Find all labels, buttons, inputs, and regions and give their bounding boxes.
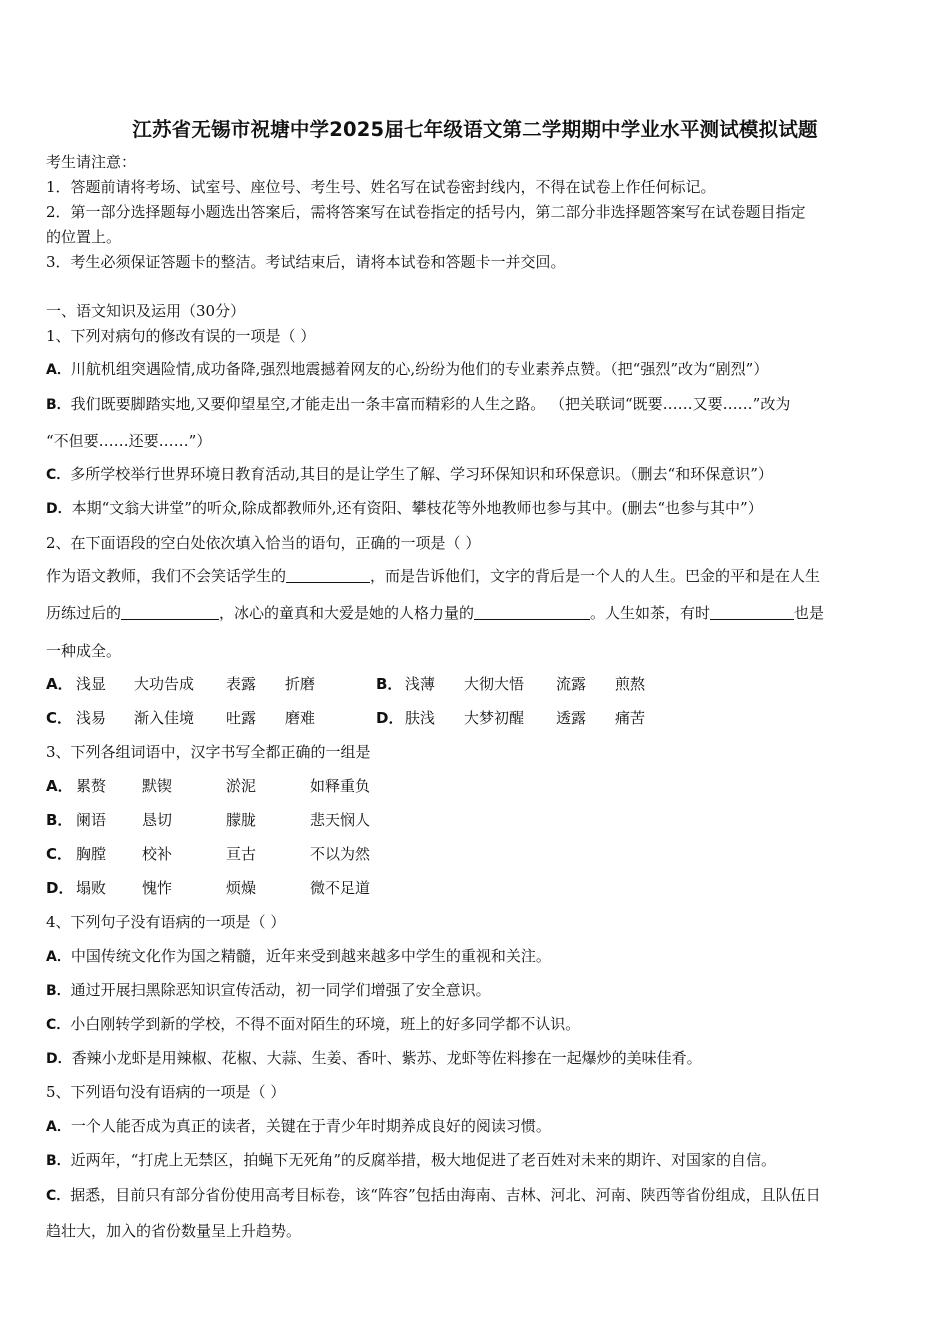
- q2-passage-line-2: [46, 604, 906, 622]
- q2-option-b-label: B．: [376, 675, 403, 693]
- section-heading: 一、语文知识及运用（30分）: [46, 302, 246, 320]
- option-text: 小白刚转学到新的学校，不得不面对陌生的环境，班上的好多同学都不认识。: [70, 1015, 581, 1033]
- q2-option-a-word-3: 表露: [226, 675, 257, 693]
- q3-option-b-word-4: 悲天悯人: [310, 811, 371, 829]
- q2-option-d-word-2: 大梦初醒: [464, 709, 525, 727]
- q2-option-c-word-1: 浅易: [76, 709, 107, 727]
- q2-stem: 2、在下面语段的空白处依次填入恰当的语句，正确的一项是（ ）: [46, 534, 481, 552]
- q2-option-d-word-3: 透露: [556, 709, 587, 727]
- answer-blank: [121, 605, 219, 620]
- option-text: 香辣小龙虾是用辣椒、花椒、大蒜、生姜、香叶、紫苏、龙虾等佐料掺在一起爆炒的美味佳肴。: [71, 1049, 702, 1067]
- q2-option-d-label: D．: [376, 709, 404, 727]
- option-text: 川航机组突遇险情,成功备降,强烈地震撼着网友的心,纷纷为他们的专业素养点赞。（把“强烈”改为“剧烈”）: [70, 360, 769, 378]
- q2-option-a-label: A．: [46, 675, 73, 693]
- passage-text: ，冰心的童真和大爱是她的人格力量的: [219, 604, 475, 622]
- notice-heading: 考生请注意：: [46, 153, 137, 171]
- answer-blank: [286, 568, 370, 583]
- option-text: 据悉，目前只有部分省份使用高考目标卷，该“阵容”包括由海南、吉林、河北、河南、陕西等省份组成，且队伍日: [70, 1186, 821, 1204]
- option-label: C．: [46, 1188, 71, 1204]
- option-label: B．: [46, 397, 71, 413]
- q1-stem: 1、下列对病句的修改有误的一项是（ ）: [46, 327, 316, 345]
- option-text: 我们既要脚踏实地,又要仰望星空,才能走出一条丰富而精彩的人生之路。 （把关联词“既要……又要……”改为: [70, 395, 791, 413]
- option-label: A．: [46, 362, 71, 378]
- passage-text: 。人生如茶，有时: [590, 604, 711, 622]
- q2-option-c-word-2: 渐入佳境: [134, 709, 195, 727]
- q1-option-d: [46, 499, 906, 518]
- option-text: 本期“文翁大讲堂”的听众,除成都教师外,还有资阳、攀枝花等外地教师也参与其中。(删去“也参与其中”）: [71, 499, 763, 517]
- q3-option-c-word-1: 胸膛: [76, 845, 107, 863]
- q3-option-b-word-1: 阑语: [76, 811, 107, 829]
- q4-option-d: [46, 1049, 906, 1068]
- q1-option-b: [46, 395, 906, 414]
- q3-option-c-word-2: 校补: [142, 845, 173, 863]
- q3-option-d-word-4: 微不足道: [310, 879, 371, 897]
- q5-option-c: [46, 1186, 906, 1205]
- option-label: C．: [46, 1017, 71, 1033]
- option-text: 一个人能否成为真正的读者，关键在于青少年时期养成良好的阅读习惯。: [70, 1117, 551, 1135]
- option-label: A．: [46, 1119, 71, 1135]
- passage-text: 也是: [794, 604, 825, 622]
- page-title: 江苏省无锡市祝塘中学2025届七年级语文第二学期期中学业水平测试模拟试题: [132, 118, 818, 141]
- passage-text: 历练过后的: [46, 604, 122, 622]
- q1-option-a: [46, 360, 906, 379]
- q2-option-d-word-4: 痛苦: [615, 709, 646, 727]
- q2-option-c-label: C．: [46, 709, 73, 727]
- q4-option-c: [46, 1015, 906, 1034]
- notice-item-3: 3．考生必须保证答题卡的整洁。考试结束后，请将本试卷和答题卡一并交回。: [46, 253, 566, 271]
- option-text: 通过开展扫黑除恶知识宣传活动，初一同学们增强了安全意识。: [70, 981, 491, 999]
- option-label: A．: [46, 949, 71, 965]
- q5-option-a: [46, 1117, 906, 1136]
- q3-option-b-word-3: 朦胧: [226, 811, 257, 829]
- q3-option-b-label: B．: [46, 811, 73, 829]
- q2-option-c-word-4: 磨难: [285, 709, 316, 727]
- q2-option-a-word-4: 折磨: [285, 675, 316, 693]
- q5-option-b: [46, 1151, 906, 1170]
- q5-stem: 5、下列语句没有语病的一项是（ ）: [46, 1083, 286, 1101]
- q3-option-c-word-3: 亘古: [226, 845, 257, 863]
- notice-item-1: 1．答题前请将考场、试室号、座位号、考生号、姓名写在试卷密封线内，不得在试卷上作任何标记。: [46, 178, 716, 196]
- q3-option-c-word-4: 不以为然: [310, 845, 371, 863]
- passage-text: ，而是告诉他们，文字的背后是一个人的人生。巴金的平和是在人生: [370, 567, 821, 585]
- notice-item-2: 2．第一部分选择题每小题选出答案后，需将答案写在试卷指定的括号内，第二部分非选择题答案写在试卷题目指定: [46, 203, 806, 221]
- q3-option-a-word-2: 默锲: [142, 777, 173, 795]
- q2-option-d-word-1: 肤浅: [405, 709, 436, 727]
- q2-passage-line-3: 一种成全。: [46, 642, 122, 660]
- q3-stem: 3、下列各组词语中，汉字书写全都正确的一组是: [46, 743, 371, 761]
- q3-option-a-word-4: 如释重负: [310, 777, 371, 795]
- q3-option-d-word-3: 烦燥: [226, 879, 257, 897]
- option-text: 近两年，“打虎上无禁区，拍蝇下无死角”的反腐举措，极大地促进了老百姓对未来的期许、对国家的自信。: [70, 1151, 777, 1169]
- q4-stem: 4、下列句子没有语病的一项是（ ）: [46, 913, 286, 931]
- q1-option-b-cont: “不但要……还要……”）: [46, 432, 212, 450]
- q2-option-b-word-4: 煎熬: [615, 675, 646, 693]
- answer-blank: [474, 605, 590, 620]
- q2-option-c-word-3: 吐露: [226, 709, 257, 727]
- q3-option-d-word-1: 塌败: [76, 879, 107, 897]
- q5-option-c-cont: 趋壮大，加入的省份数量呈上升趋势。: [46, 1222, 302, 1240]
- q2-option-b-word-3: 流露: [556, 675, 587, 693]
- option-label: C．: [46, 467, 71, 483]
- option-label: B．: [46, 1153, 71, 1169]
- q4-option-b: [46, 981, 906, 1000]
- q3-option-c-label: C．: [46, 845, 73, 863]
- q2-passage-line-1: [46, 567, 906, 585]
- q2-option-a-word-1: 浅显: [76, 675, 107, 693]
- q4-option-a: [46, 947, 906, 966]
- q3-option-b-word-2: 恳切: [142, 811, 173, 829]
- q3-option-a-word-1: 累赘: [76, 777, 107, 795]
- option-label: D．: [46, 501, 72, 517]
- q2-option-b-word-1: 浅薄: [405, 675, 436, 693]
- q3-option-a-word-3: 淤泥: [226, 777, 257, 795]
- option-label: D．: [46, 1051, 72, 1067]
- q2-option-a-word-2: 大功告成: [134, 675, 195, 693]
- option-text: 多所学校举行世界环境日教育活动,其目的是让学生了解、学习环保知识和环保意识。（删去“和环保意识”）: [70, 465, 773, 483]
- answer-blank: [710, 605, 794, 620]
- q2-option-b-word-2: 大彻大悟: [464, 675, 525, 693]
- option-label: B．: [46, 983, 71, 999]
- passage-text: 作为语文教师，我们不会笑话学生的: [46, 567, 287, 585]
- q3-option-d-word-2: 愧怍: [142, 879, 173, 897]
- notice-item-2-cont: 的位置上。: [46, 228, 122, 246]
- option-text: 中国传统文化作为国之精髓，近年来受到越来越多中学生的重视和关注。: [70, 947, 551, 965]
- q3-option-d-label: D．: [46, 879, 74, 897]
- q3-option-a-label: A．: [46, 777, 73, 795]
- q1-option-c: [46, 465, 906, 484]
